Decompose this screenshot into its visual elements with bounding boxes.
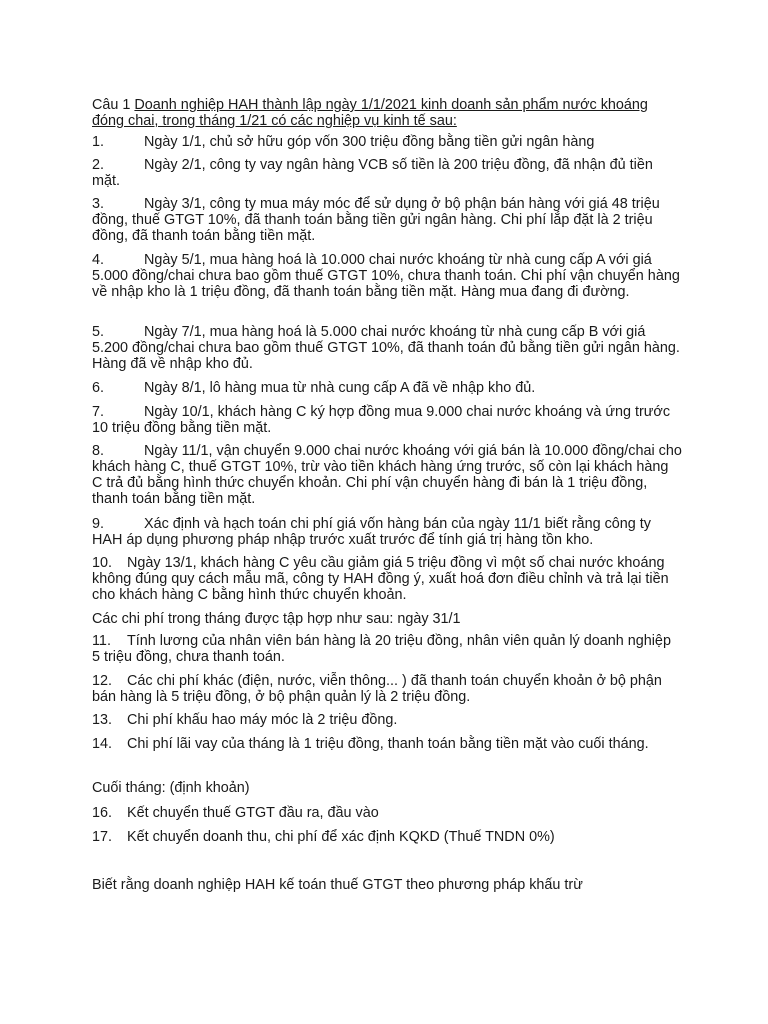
item-number: 2. bbox=[92, 157, 105, 173]
item-text: Kết chuyển thuế GTGT đầu ra, đầu vào bbox=[127, 805, 379, 821]
item-number: 14. bbox=[92, 736, 113, 752]
item-number: 12. bbox=[92, 673, 113, 689]
list-item bbox=[92, 736, 682, 752]
item-number: 6. bbox=[92, 380, 105, 396]
item-text: Ngày 13/1, khách hàng C yêu cầu giảm giá 5 triệu đồng vì một số chai nước khoáng không đúng quy cách mẫu mã, công ty HAH đồng ý, xuất hoá đơn điều chỉnh và trả lại tiền cho khách hàng C bằng hình thức chuyển khoản. bbox=[92, 555, 669, 603]
item-number: 8. bbox=[92, 443, 105, 459]
list-item bbox=[92, 157, 682, 189]
footer-note: Biết rằng doanh nghiệp HAH kế toán thuế GTGT theo phương pháp khấu trừ bbox=[92, 877, 583, 893]
item-number: 3. bbox=[92, 196, 105, 212]
list-item bbox=[92, 252, 682, 300]
item-text: Ngày 7/1, mua hàng hoá là 5.000 chai nước khoáng từ nhà cung cấp B với giá 5.200 đồng/chai chưa bao gồm thuế GTGT 10%, đã thanh toán đủ bằng tiền gửi ngân hàng. Hàng đã về nhập kho đủ. bbox=[92, 324, 680, 372]
list-item bbox=[92, 516, 682, 548]
list-item bbox=[92, 673, 682, 705]
item-text: Các chi phí khác (điện, nước, viễn thông... ) đã thanh toán chuyển khoản ở bộ phận bán hàng là 5 triệu đồng, ở bộ phận quản lý là 2 triệu đồng. bbox=[92, 673, 662, 705]
item-text: Chi phí lãi vay của tháng là 1 triệu đồng, thanh toán bằng tiền mặt vào cuối tháng. bbox=[127, 736, 649, 752]
list-item bbox=[92, 829, 682, 845]
item-number: 13. bbox=[92, 712, 113, 728]
costs-heading: Các chi phí trong tháng được tập hợp như sau: ngày 31/1 bbox=[92, 611, 461, 627]
item-number: 9. bbox=[92, 516, 105, 532]
list-item bbox=[92, 805, 682, 821]
item-text: Xác định và hạch toán chi phí giá vốn hàng bán của ngày 11/1 biết rằng công ty HAH áp dụng phương pháp nhập trước xuất trước để tính giá trị hàng tồn kho. bbox=[92, 516, 651, 548]
item-text: Ngày 5/1, mua hàng hoá là 10.000 chai nước khoáng từ nhà cung cấp A với giá 5.000 đồng/chai chưa bao gồm thuế GTGT 10%, chưa thanh toán. Chi phí vận chuyển hàng về nhập kho là 1 triệu đồng, đã thanh toán bằng tiền mặt. Hàng mua đang đi đường. bbox=[92, 252, 680, 300]
item-number: 11. bbox=[92, 633, 111, 649]
item-number: 7. bbox=[92, 404, 105, 420]
item-text: Ngày 2/1, công ty vay ngân hàng VCB số tiền là 200 triệu đồng, đã nhận đủ tiền mặt. bbox=[92, 157, 653, 189]
list-item bbox=[92, 404, 682, 436]
list-item bbox=[92, 555, 682, 603]
item-number: 1. bbox=[92, 134, 105, 150]
item-text: Ngày 11/1, vận chuyển 9.000 chai nước khoáng với giá bán là 10.000 đồng/chai cho khách hàng C, thuế GTGT 10%, trừ vào tiền khách hàng ứng trước, số còn lại khách hàng C trả đủ bằng hình thức chuyển khoản. Chi phí vận chuyển hàng đi bán là 1 triệu đồng, thanh toán bằng tiền mặt. bbox=[92, 443, 682, 507]
question-title: Doanh nghiệp HAH thành lập ngày 1/1/2021 kinh doanh sản phẩm nước khoáng đóng chai, trong tháng 1/21 có các nghiệp vụ kinh tế sau: bbox=[92, 97, 648, 129]
item-text: Ngày 1/1, chủ sở hữu góp vốn 300 triệu đồng bằng tiền gửi ngân hàng bbox=[144, 134, 595, 150]
item-number: 17. bbox=[92, 829, 113, 845]
item-text: Ngày 8/1, lô hàng mua từ nhà cung cấp A đã về nhập kho đủ. bbox=[144, 380, 536, 396]
list-item bbox=[92, 633, 682, 665]
item-text: Ngày 3/1, công ty mua máy móc để sử dụng ở bộ phận bán hàng với giá 48 triệu đồng, thuế GTGT 10%, đã thanh toán bằng tiền gửi ngân hàng. Chi phí lắp đặt là 2 triệu đồng, đã thanh toán bằng tiền mặt. bbox=[92, 196, 660, 244]
item-text: Kết chuyển doanh thu, chi phí để xác định KQKD (Thuế TNDN 0%) bbox=[127, 829, 555, 845]
item-text: Tính lương của nhân viên bán hàng là 20 triệu đồng, nhân viên quản lý doanh nghiệp 5 triệu đồng, chưa thanh toán. bbox=[92, 633, 671, 665]
list-item bbox=[92, 712, 682, 728]
item-number: 5. bbox=[92, 324, 105, 340]
list-item bbox=[92, 134, 682, 150]
list-item bbox=[92, 196, 682, 244]
item-number: 4. bbox=[92, 252, 105, 268]
item-number: 10. bbox=[92, 555, 113, 571]
item-number: 16. bbox=[92, 805, 113, 821]
list-item bbox=[92, 324, 682, 372]
list-item bbox=[92, 380, 682, 396]
question-label: Câu 1 bbox=[92, 97, 131, 113]
item-text: Ngày 10/1, khách hàng C ký hợp đồng mua 9.000 chai nước khoáng và ứng trước 10 triệu đồng bằng tiền mặt. bbox=[92, 404, 671, 436]
question-heading bbox=[92, 97, 682, 129]
item-text: Chi phí khấu hao máy móc là 2 triệu đồng. bbox=[127, 712, 398, 728]
month-end-heading: Cuối tháng: (định khoản) bbox=[92, 780, 250, 796]
list-item bbox=[92, 443, 682, 507]
